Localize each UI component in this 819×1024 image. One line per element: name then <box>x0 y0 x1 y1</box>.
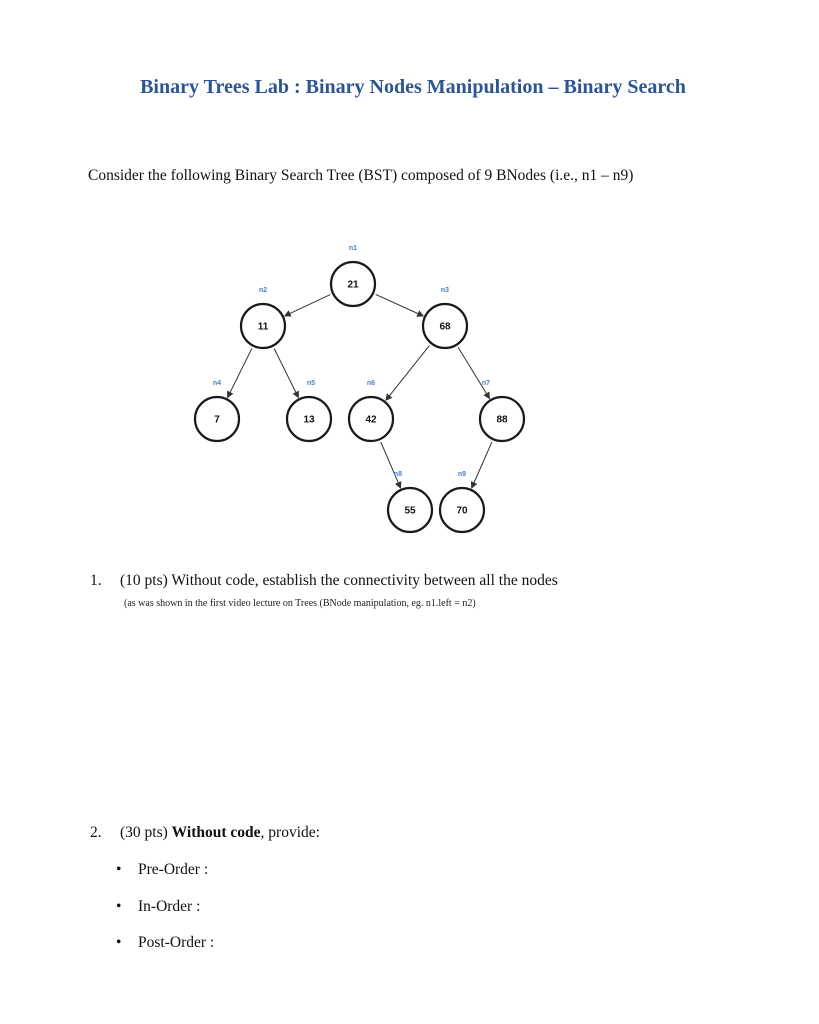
node-value: 68 <box>439 321 451 333</box>
tree-node-n9 <box>440 471 484 532</box>
tree-node-n4 <box>195 380 239 441</box>
tree-node-n7 <box>480 380 524 441</box>
question-2-bold: Without code <box>171 824 261 841</box>
question-2-text <box>120 824 320 842</box>
pre-order-label: Pre-Order : <box>138 861 209 878</box>
list-item-in-order <box>116 898 200 916</box>
node-label: n8 <box>393 471 403 478</box>
intro-text: Consider the following Binary Search Tree (BST) composed of 9 BNodes (i.e., n1 – n9) <box>88 167 634 184</box>
bullet-icon: • <box>116 898 122 915</box>
edge-n3-n7 <box>458 347 489 398</box>
node-value: 88 <box>496 414 508 426</box>
node-value: 7 <box>214 414 220 426</box>
node-label: n1 <box>348 245 358 252</box>
node-label: n2 <box>258 287 268 294</box>
tree-node-n5 <box>287 380 331 441</box>
node-label: n7 <box>481 380 491 387</box>
edge-n6-n8 <box>381 442 401 488</box>
node-value: 70 <box>456 505 468 517</box>
list-item-pre-order <box>116 861 208 879</box>
bullet-icon: • <box>116 861 122 878</box>
in-order-label: In-Order : <box>138 898 201 915</box>
list-item-post-order <box>116 934 214 952</box>
nodes-layer <box>195 245 524 532</box>
node-label: n4 <box>212 380 222 387</box>
edge-n2-n4 <box>228 348 252 397</box>
question-2-number: 2. <box>90 824 102 841</box>
edge-n7-n9 <box>472 442 492 488</box>
edge-n1-n2 <box>285 295 331 316</box>
node-value: 55 <box>404 505 416 517</box>
question-2-points: (30 pts) <box>120 824 168 841</box>
node-value: 42 <box>365 414 377 426</box>
edge-n1-n3 <box>376 294 424 316</box>
tree-node-n2 <box>241 287 285 348</box>
tree-node-n3 <box>423 287 467 348</box>
node-label: n9 <box>457 471 467 478</box>
question-2-body: , provide: <box>260 824 320 841</box>
post-order-label: Post-Order : <box>138 934 215 951</box>
node-label: n3 <box>440 287 450 294</box>
question-1-note: (as was shown in the first video lecture on Trees (BNode manipulation, eg. n1.left = n2) <box>124 598 476 609</box>
bullet-icon: • <box>116 934 122 951</box>
question-1-points: (10 pts) <box>120 572 168 589</box>
edge-n2-n5 <box>274 348 298 397</box>
node-label: n5 <box>306 380 316 387</box>
question-1-number: 1. <box>90 572 102 589</box>
page-title: Binary Trees Lab : Binary Nodes Manipulation – Binary Search <box>140 76 686 98</box>
edge-n3-n6 <box>386 346 430 401</box>
question-1-text <box>120 572 558 590</box>
tree-node-n8 <box>388 471 432 532</box>
tree-node-n6 <box>349 380 393 441</box>
node-value: 11 <box>257 321 269 333</box>
question-1-body: Without code, establish the connectivity between all the nodes <box>171 572 558 589</box>
node-value: 21 <box>347 279 359 291</box>
node-label: n6 <box>366 380 376 387</box>
tree-node-n1 <box>331 245 375 306</box>
node-value: 13 <box>303 414 315 426</box>
